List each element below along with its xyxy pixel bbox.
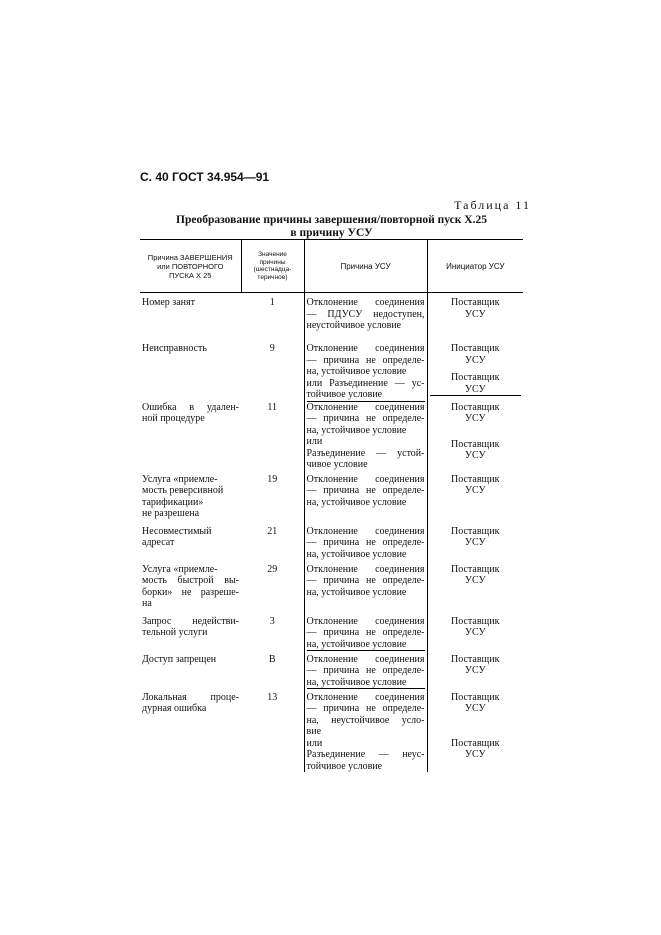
reason-cell: Отклонение соединения — причина не определе- на, неустойчивое усло- вие или Разъединение — неус- тойчивое условие (304, 692, 427, 773)
table-row (140, 402, 523, 474)
cause-cell: Услуга «приемле- мость реверсивной тарификации» не разрешена (142, 473, 224, 519)
initiator-cell: Поставщик УСУ Поставщик УСУ (427, 402, 523, 474)
cause-cell: Неисправность (142, 343, 207, 354)
code-cell: 3 (269, 615, 275, 627)
initiator-cell: Поставщик УСУ Поставщик УСУ (427, 343, 523, 402)
cause-cell: Услуга «приемле- мость быстрой вы- борки» не разреше- на (142, 563, 239, 609)
table-row (140, 654, 523, 692)
reason-cell: Отклонение соединения — причина не определе- на, устойчивое условие или Разъединение — ус- тойчивое условие (304, 343, 427, 402)
code-cell: 1 (269, 297, 275, 308)
cause-cell: Доступ запрещен (142, 653, 217, 665)
table-row (140, 526, 523, 564)
header-initiator: Инициатор УСУ (427, 240, 523, 293)
header-cause: Причина ЗАВЕРШЕНИЯ или ПОВТОРНОГО ПУСКА Х 25 (140, 240, 241, 293)
code-cell: 19 (267, 473, 278, 485)
caption-line: в причину УСУ (290, 227, 373, 239)
reason-cell: Отклонение соединения — причина не определе- на, устойчивое условие (304, 474, 427, 526)
table-row (140, 293, 523, 344)
reason-cell: Отклонение соединения — причина не определе- на, устойчивое условие (304, 616, 427, 654)
code-cell: 11 (267, 401, 278, 413)
code-cell: 21 (267, 525, 278, 537)
reason-cell: Отклонение соединения — причина не определе- на, устойчивое условие или Разъединение — устой- чивое условие (304, 402, 427, 474)
cause-cell: Несовместимый адресат (142, 525, 212, 548)
table-caption (140, 214, 523, 240)
code-cell: B (268, 653, 276, 665)
reason-cell: Отклонение соединения — причина не определе- на, устойчивое условие (304, 564, 427, 616)
reason-cell: Отклонение соединения — причина не определе- на, устойчивое условие (304, 526, 427, 564)
caption-line: Преобразование причины завершения/повторной пуск Х.25 (176, 214, 487, 226)
data-table (140, 239, 523, 772)
cause-cell: Ошибка в удален- ной процедуре (142, 401, 239, 424)
code-cell: 29 (267, 563, 278, 575)
table-row (140, 343, 523, 402)
reason-cell: Отклонение соединения — причина не определе- на, устойчивое условие (304, 654, 427, 692)
data-table-wrap (140, 239, 523, 772)
page-header: С. 40 ГОСТ 34.954—91 (140, 170, 270, 184)
cause-cell: Номер занят (142, 297, 196, 308)
table-header-row (140, 240, 523, 293)
table-row (140, 616, 523, 654)
cause-cell: Запрос недействи- тельной услуги (142, 615, 239, 638)
code-cell: 9 (269, 343, 275, 354)
initiator-cell: Поставщик УСУ (427, 654, 523, 692)
table-number: Таблица 11 (454, 198, 531, 212)
header-code: Значение причины (шестнадца- теричное) (241, 240, 304, 293)
initiator-cell: Поставщик УСУ Поставщик УСУ (427, 692, 523, 773)
table-row (140, 564, 523, 616)
cause-cell: Локальная проце- дурная ошибка (142, 691, 239, 714)
initiator-cell: Поставщик УСУ (427, 616, 523, 654)
initiator-cell: Поставщик УСУ (427, 564, 523, 616)
table-row (140, 474, 523, 526)
reason-cell: Отклонение соединения — ПДУСУ недоступен, неустойчивое условие (304, 293, 427, 344)
initiator-cell: Поставщик УСУ (427, 293, 523, 344)
header-reason: Причина УСУ (304, 240, 427, 293)
code-cell: 13 (267, 691, 278, 703)
table-row (140, 692, 523, 773)
initiator-cell: Поставщик УСУ (427, 526, 523, 564)
initiator-cell: Поставщик УСУ (427, 474, 523, 526)
